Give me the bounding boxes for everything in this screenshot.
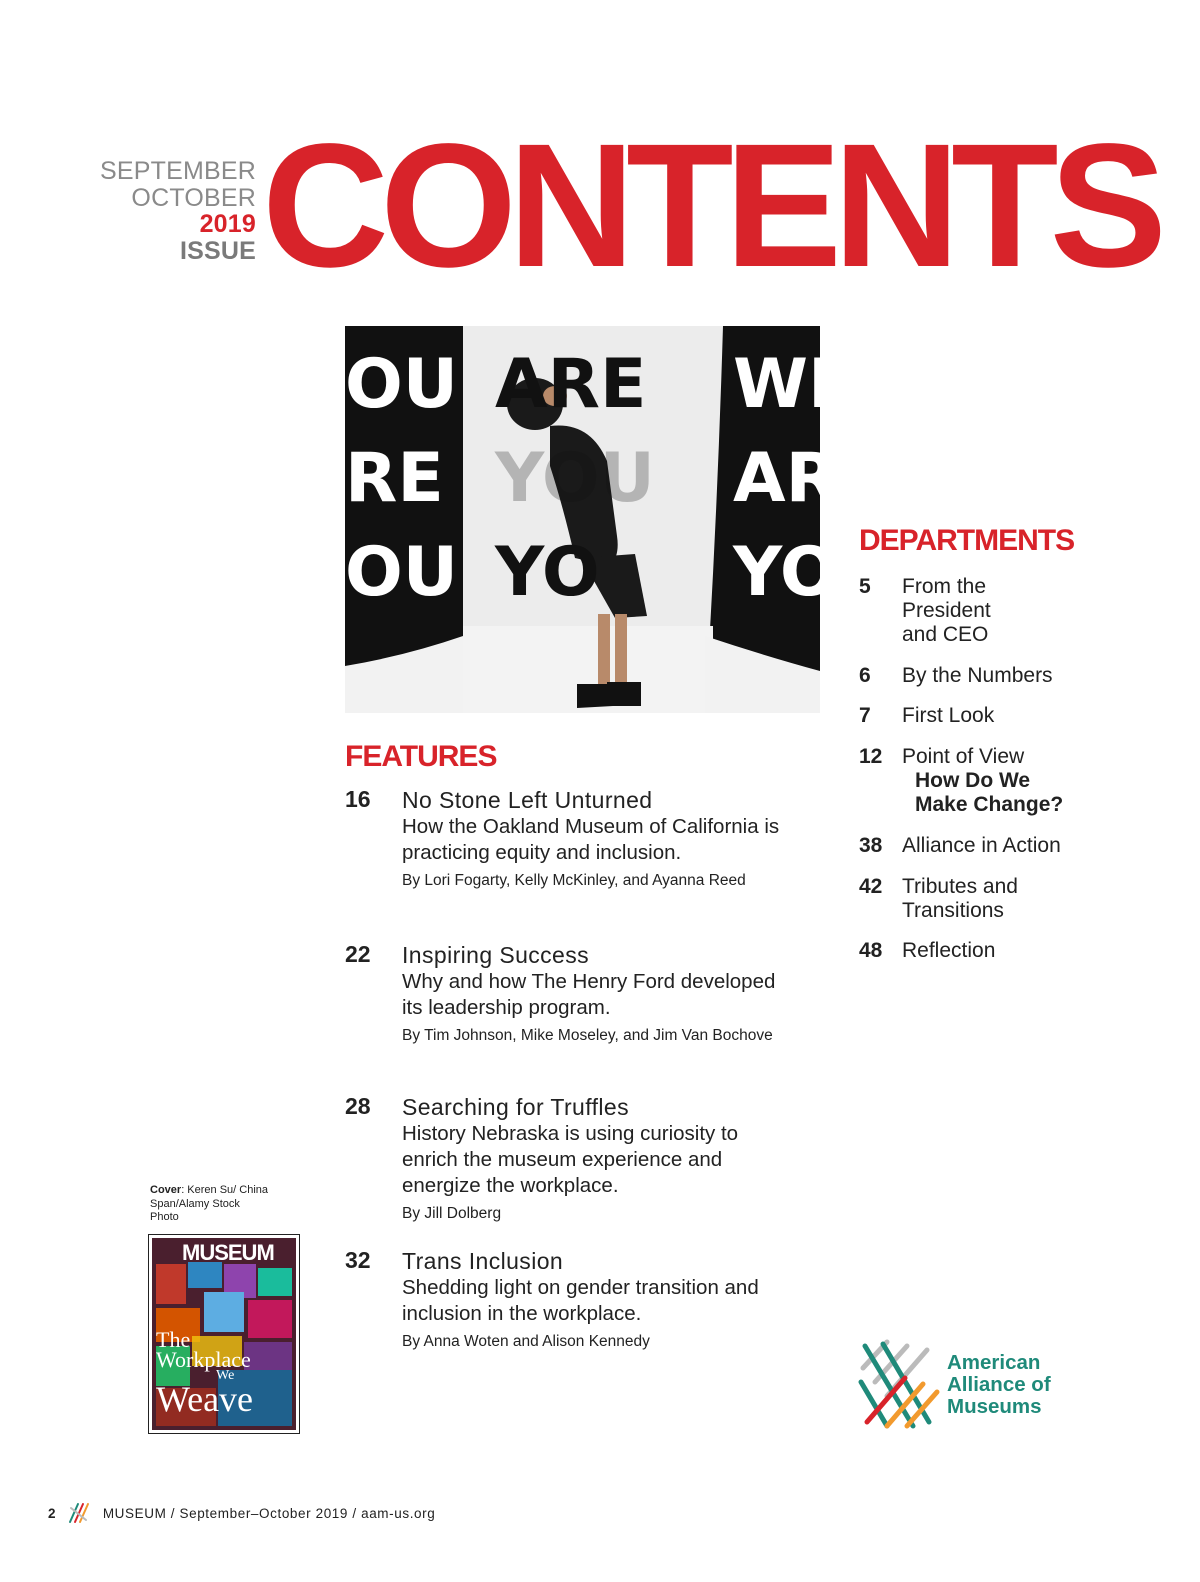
feature-dek: Why and how The Henry Ford developed its leadership program.	[402, 970, 776, 1019]
department-title: From the President and CEO	[902, 575, 991, 646]
feature-byline: By Tim Johnson, Mike Moseley, and Jim Van Bochove	[402, 1027, 773, 1044]
feature-page-number: 32	[345, 1247, 371, 1273]
feature-page-number: 28	[345, 1093, 371, 1119]
feature-title: Searching for Truffles	[402, 1094, 629, 1120]
feature-photo	[345, 326, 838, 713]
feature-title: Trans Inclusion	[402, 1248, 564, 1274]
aam-logo-line: American	[947, 1351, 1041, 1374]
department-page-number: 48	[859, 939, 883, 962]
department-title: Alliance in Action	[902, 834, 1061, 857]
aam-logo-mark-icon	[857, 1338, 941, 1430]
cover-headline	[156, 1327, 254, 1419]
cover-credit-label: Cover	[150, 1184, 182, 1196]
footer-text: MUSEUM / September–October 2019 / aam-us.org	[102, 1506, 436, 1522]
photo-left-line: RE	[345, 439, 444, 518]
feature-dek: How the Oakland Museum of California is practicing equity and inclusion.	[402, 815, 780, 864]
cover-masthead: MUSEUM	[182, 1240, 274, 1265]
department-title: Reflection	[902, 939, 996, 962]
footer-page-number: 2	[48, 1506, 57, 1522]
page-title: CONTENTS	[262, 108, 1158, 304]
photo-center-line: YO	[495, 533, 600, 612]
feature-title: No Stone Left Unturned	[402, 787, 653, 813]
feature-byline: By Lori Fogarty, Kelly McKinley, and Ayanna Reed	[402, 872, 746, 889]
features-heading: FEATURES	[345, 740, 497, 773]
cover-thumbnail[interactable]	[148, 1234, 300, 1434]
aam-logo-line: Alliance of	[947, 1373, 1051, 1396]
page-footer	[48, 1502, 435, 1527]
cover-headline-line: Workplace	[156, 1347, 251, 1372]
aam-logo-text	[947, 1352, 1051, 1418]
department-title: By the Numbers	[902, 664, 1053, 687]
photo-left-line: OU	[345, 345, 459, 424]
photo-right-line: YO	[733, 533, 838, 612]
cover-image	[152, 1238, 296, 1430]
department-page-number: 6	[859, 664, 871, 687]
issue-date	[60, 158, 256, 264]
issue-label: ISSUE	[179, 236, 256, 265]
cover-credit-text: : Keren Su/ China Span/Alamy Stock Photo	[150, 1184, 269, 1223]
cover-headline-line: Weave	[156, 1379, 254, 1419]
departments-heading: DEPARTMENTS	[859, 524, 1075, 557]
department-title: Tributes and Transitions	[902, 875, 1018, 922]
department-title: First Look	[902, 704, 995, 727]
cover-credit	[150, 1184, 270, 1225]
photo-left-line: OU	[345, 533, 459, 612]
photo-right-text	[733, 338, 838, 620]
feature-title: Inspiring Success	[402, 942, 590, 968]
feature-page-number: 22	[345, 941, 371, 967]
photo-center-line: ARE	[495, 345, 647, 424]
photo-right-line: AR	[733, 439, 838, 518]
issue-month-1: SEPTEMBER	[100, 157, 256, 185]
aam-logo[interactable]	[857, 1338, 1077, 1430]
department-page-number: 5	[859, 575, 871, 598]
aam-logo-line: Museums	[947, 1395, 1042, 1418]
photo-center-line: YOU	[495, 439, 655, 518]
issue-month-2: OCTOBER	[131, 183, 256, 212]
department-page-number: 42	[859, 875, 883, 898]
photo-left-text	[345, 338, 463, 620]
department-page-number: 7	[859, 704, 871, 727]
cover-headline-line: The	[156, 1327, 191, 1352]
feature-byline: By Jill Dolberg	[402, 1205, 502, 1222]
feature-dek: History Nebraska is using curiosity to enrich the museum experience and energize the workplace.	[402, 1122, 739, 1197]
feature-dek: Shedding light on gender transition and inclusion in the workplace.	[402, 1276, 759, 1325]
department-page-number: 38	[859, 834, 883, 857]
feature-byline: By Anna Woten and Alison Kennedy	[402, 1333, 650, 1350]
cover-headline-line: We	[216, 1368, 235, 1383]
department-page-number: 12	[859, 745, 883, 768]
footer-logo-icon	[68, 1502, 92, 1527]
photo-center-text	[495, 338, 695, 620]
issue-year: 2019	[199, 210, 256, 238]
department-title: Point of View	[902, 745, 1025, 768]
department-subtitle: How Do We Make Change?	[915, 769, 1064, 816]
feature-page-number: 16	[345, 786, 371, 812]
photo-right-line: WI	[733, 345, 834, 424]
